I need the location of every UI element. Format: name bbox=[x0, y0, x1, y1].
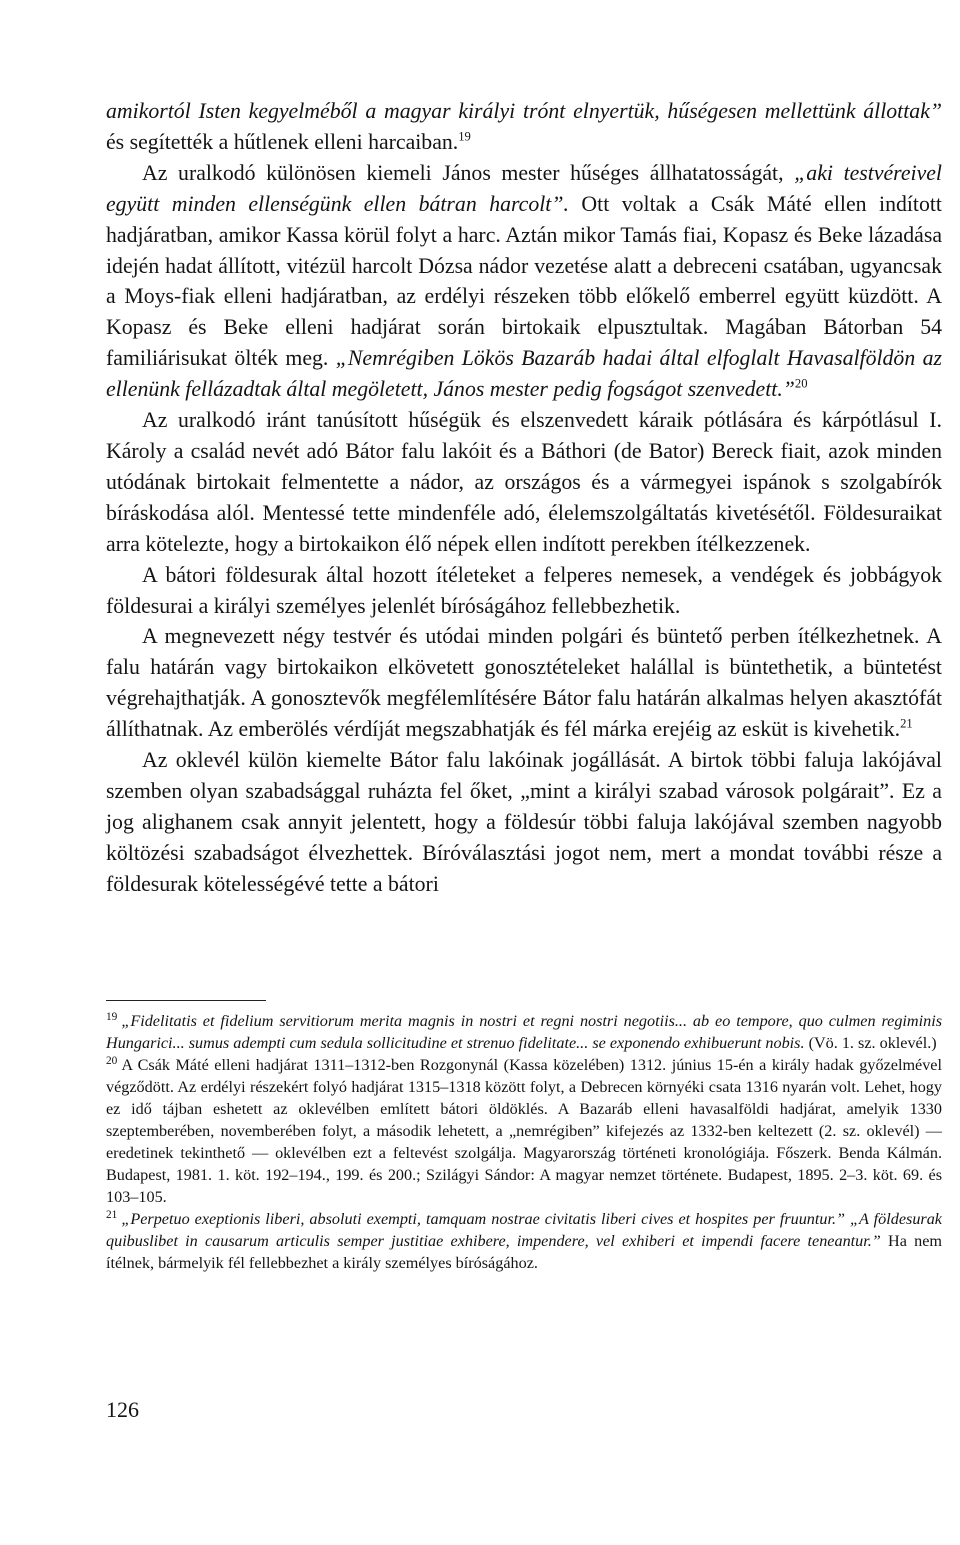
footnote-text: (Vö. 1. sz. oklevél.) bbox=[804, 1034, 937, 1052]
footnote-ref-21[interactable]: 21 bbox=[900, 716, 913, 731]
quote-text: amikortól Isten kegyelméből a magyar királyi trónt elnyertük, hűségesen mellettünk állottak” bbox=[106, 99, 942, 123]
text-span: A megnevezett négy testvér és utódai minden polgári és büntető perben ítélkezhetnek. A falu határán vagy birtokaikon elkövetett gonosztételeket halállal is büntethetik, a büntetést végrehajthatják. A gonosztevők megfélemlítésére Bátor falu határán alkalmas helyen akasztófát állíthatnak. Az emberölés vérdíját megszabhatják és fél márka erejéig az esküt is kivehetik. bbox=[106, 624, 942, 742]
footnote-text: A Csák Máté elleni hadjárat 1311–1312-ben Rozgonynál (Kassa közelében) 1312. június 15-én a király hadak győzelmével végződött. Az erdélyi részekért folyó hadjárat 1315–1318 között folyt, a Debrecen környéki csata 1316 nyarán volt. Lehet, hogy ez idő tájban eshetett az oklevélben említett bátori öldöklés. A Bazaráb elleni havasalföldi hadjárat, amelyik 1330 szeptemberében, novemberében folyt, a második lehetett, a „nemrégiben” kifejezés az 1332-ben keltezett (2. sz. oklevél) — eredetinek tekinthető — oklevélben ezt a feltevést szolgálja. Magyarország történeti kronológiája. Főszerk. Benda Kálmán. Budapest, 1981. 1. köt. 192–194., 199. és 200.; Szilágyi Sándor: A magyar nemzet története. Budapest, 1895. 2–3. köt. 69. és 103–105. bbox=[106, 1056, 942, 1206]
footnote-21 bbox=[106, 1208, 942, 1274]
footnote-quote: „Fidelitatis et fidelium servitiorum merita magnis in nostri et regni nostri negotiis... ab eo tempore, quo culmen regiminis Hungarici... sumus adempti cum sedula sollicitudine et strenuo fidelitate... se exponendo exhibuerunt nobis. bbox=[106, 1012, 942, 1052]
footnote-text: Ha nem ítélnek, bármelyik fél fellebbezhet a király személyes bíróságához. bbox=[106, 1232, 942, 1272]
paragraph-5 bbox=[106, 621, 942, 745]
footnote-ref-19[interactable]: 19 bbox=[458, 129, 471, 144]
paragraph-6: Az oklevél külön kiemelte Bátor falu lakóinak jogállását. A birtok többi faluja lakójával szemben olyan szabadsággal ruházta fel őket, „mint a királyi szabad városok polgárait”. Ez a jog alighanem csak annyit jelentett, hogy a földesúr többi faluja lakójával szemben nagyobb költözési szabadságot élvezhettek. Bíróválasztási jogot nem, mert a mondat további része a földesurak kötelességévé tette a bátori bbox=[106, 748, 942, 896]
footnote-number: 19 bbox=[106, 1010, 118, 1023]
footnote-divider bbox=[106, 1000, 266, 1001]
footnote-19 bbox=[106, 1010, 942, 1054]
text-span: Az uralkodó különösen kiemeli János mester hűséges állhatatosságát, bbox=[142, 160, 795, 185]
text-span: Ott voltak a Csák Máté ellen indított hadjáratban, amikor Kassa körül folyt a harc. Aztán mikor Tamás fiai, Kopasz és Beke lázadása idején hadat állított, vitézül harcolt Dózsa nádor vezetése alatt a debreceni csatában, ugyancsak a Moys-fiak elleni hadjáratban, az erdélyi részeken több előkelő emberrel együtt küzdött. A Kopasz és Beke elleni hadjárat során birtokaik elpusztultak. Magában Bátorban 54 familiárisukat ölték meg. bbox=[106, 191, 942, 371]
main-text bbox=[106, 96, 942, 900]
paragraph-2 bbox=[106, 158, 942, 405]
footnote-ref-20[interactable]: 20 bbox=[794, 376, 808, 391]
quote-text: „aki testvéreivel együtt minden ellenségünk ellen bátran harcolt”. bbox=[106, 160, 942, 216]
footnote-number: 20 bbox=[106, 1054, 118, 1067]
paragraph-4: A bátori földesurak által hozott ítéleteket a felperes nemesek, a vendégek és jobbágyok földesurai a királyi személyes jelenlét bíróságához fellebbezhetik. bbox=[106, 562, 942, 618]
paragraph-1 bbox=[106, 96, 942, 158]
page-number: 126 bbox=[106, 1397, 139, 1422]
footnote-number: 21 bbox=[106, 1208, 118, 1221]
footnote-quote: „Perpetuo exeptionis liberi, absoluti exempti, tamquam nostrae civitatis liberi cives et hospites per fruuntur.” „A földesurak quibuslibet in causarum articulis semper justitiae exhibere, impendere, vel exhiberi et impendi facere teneantur.” bbox=[106, 1210, 942, 1250]
quote-text: „Nemrégiben Lökös Bazaráb hadai által elfoglalt Havasalföldön az ellenünk fellázadtak által megöletett, János mester pedig fogságot szenvedett.” bbox=[106, 346, 942, 402]
paragraph-3: Az uralkodó iránt tanúsított hűségük és elszenvedett káraik pótlására és kárpótlásul I. Károly a család nevét adó Bátor falu lakóit és a Báthori (de Bator) Bereck fiait, azok minden utódának birtokait felmentette a nádor, az országos és a vármegyei ispánok s szolgabírók bíráskodása alól. Mentessé tette mindenféle adó, élelemszolgáltatás kivetésétől. Földesuraikat arra kötelezte, hogy a birtokaikon élő népek ellen indított perekben ítélkezzenek. bbox=[106, 408, 942, 556]
footnotes bbox=[106, 1010, 942, 1274]
footnote-20 bbox=[106, 1054, 942, 1208]
text-span: és segítették a hűtlenek elleni harcaiban. bbox=[106, 129, 459, 154]
body-text bbox=[106, 96, 942, 900]
